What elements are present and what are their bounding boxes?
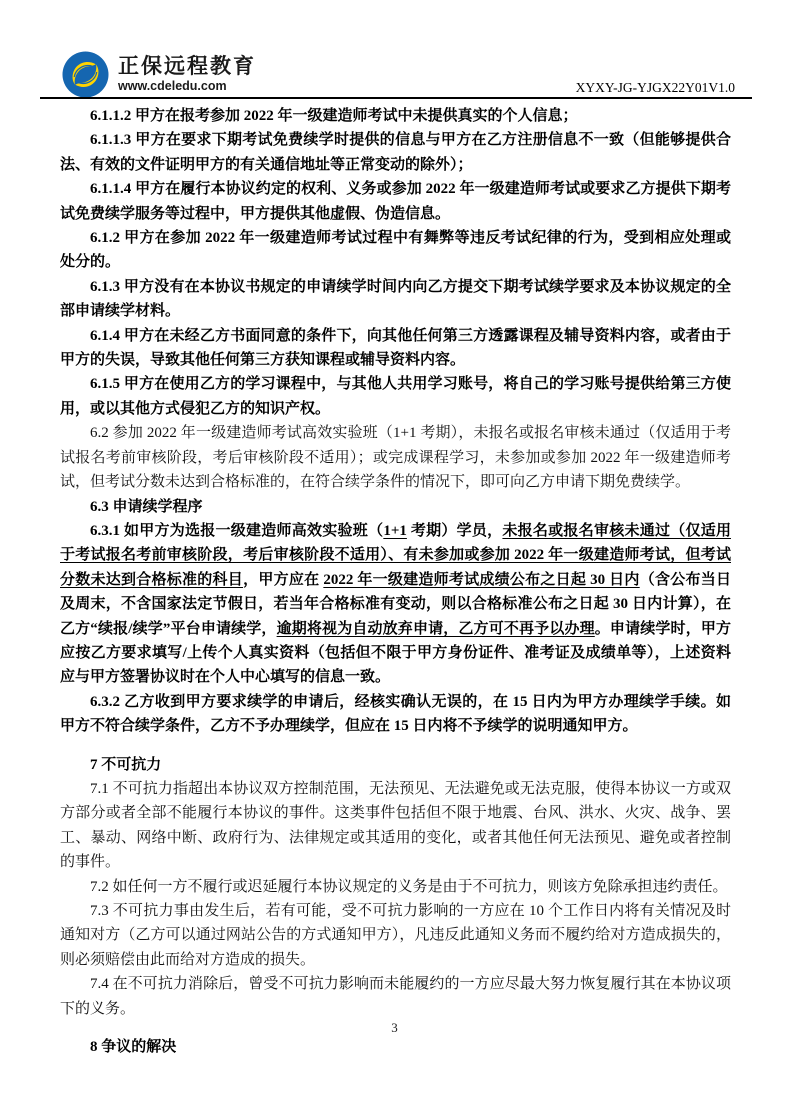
clause-6-1-2 xyxy=(60,226,731,275)
text-run: 6.3 申请续学程序 xyxy=(90,498,203,515)
clause-6-1-1-3 xyxy=(60,128,731,177)
clause-6-1-1-4 xyxy=(60,177,731,226)
document-body xyxy=(60,104,731,1059)
header-divider xyxy=(40,97,752,99)
underlined-text: 未报名或报名审核未通过（仅适用于考试报名考前审核阶段，考后审核阶段不适用）、有未参加或参加 2022 年一级建造师考试，但考试分数未达到合格标准的科目 xyxy=(60,522,731,588)
clause-6-1-5 xyxy=(60,372,731,421)
text-run: 7.3 不可抗力事由发生后，若有可能，受不可抗力影响的一方应在 10 个工作日内将有关情况及时通知对方（乙方可以通过网站公告的方式通知甲方），凡违反此通知义务而不履约给对方造成损失的，则必须赔偿由此而给对方造成的损失。 xyxy=(60,903,731,968)
heading-7 xyxy=(60,753,731,777)
clause-6-2 xyxy=(60,421,731,494)
text-run: 6.1.1.2 甲方在报考参加 2022 年一级建造师考试中未提供真实的个人信息； xyxy=(90,108,578,124)
text-run: 7.1 不可抗力指超出本协议双方控制范围，无法预见、无法避免或无法克服，使得本协议一方或双方部分或者全部不能履行本协议的事件。这类事件包括但不限于地震、台风、洪水、火灾、战争、罢工、暴动、网络中断、政府行为、法律规定或其适用的变化，或者其他任何无法预见、避免或者控制的事件。 xyxy=(60,780,731,871)
heading-6-3 xyxy=(60,495,731,519)
text-run: 6.3.2 乙方收到甲方要求续学的申请后，经核实确认无误的，在 15 日内为甲方办理续学手续。如甲方不符合续学条件，乙方不予办理续学，但应在 15 日内将不予续学的说明通知甲方。 xyxy=(60,693,731,735)
clause-7-2 xyxy=(60,875,731,899)
clause-6-3-1 xyxy=(60,519,731,690)
page-header xyxy=(0,0,789,98)
document-code: XYXY-JG-YJGX22Y01V1.0 xyxy=(575,80,735,95)
brand-url: www.cdeledu.com xyxy=(118,78,227,93)
brand-text xyxy=(118,56,256,93)
underlined-text: 2022 年一级建造师考试成绩公布之日起 30 日内 xyxy=(323,571,640,588)
underlined-text: 1+1 xyxy=(383,522,407,539)
text-run: 考期）学员， xyxy=(406,522,503,539)
text-run: 7 不可抗力 xyxy=(90,756,162,773)
company-logo-icon xyxy=(62,51,109,98)
text-run: （含公布当日及周末，不含国家法定节假日，若当年合格标准有变动，则以合格标准公布之日起 30 日内计算），在乙方“续报/续学”平台申请续学， xyxy=(60,571,731,637)
clause-6-1-4 xyxy=(60,324,731,373)
text-run: 6.1.5 甲方在使用乙方的学习课程中，与其他人共用学习账号，将自己的学习账号提供给第三方使用，或以其他方式侵犯乙方的知识产权。 xyxy=(60,376,731,417)
text-run: 。申请续学时，甲方应按乙方要求填写/上传个人真实资料（包括但不限于甲方身份证件、准考证及成绩单等），上述资料应与甲方签署协议时在个人中心填写的信息一致。 xyxy=(60,620,731,686)
heading-8 xyxy=(60,1035,731,1059)
page-number: 3 xyxy=(391,1020,398,1035)
text-run: 7.4 在不可抗力消除后，曾受不可抗力影响而未能履约的一方应尽最大努力恢复履行其在本协议项下的义务。 xyxy=(60,976,731,1017)
text-run: 6.1.4 甲方在未经乙方书面同意的条件下，向其他任何第三方透露课程及辅导资料内容，或者由于甲方的失误，导致其他任何第三方获知课程或辅导资料内容。 xyxy=(60,327,731,369)
clause-7-1 xyxy=(60,777,731,875)
clause-6-3-2 xyxy=(60,690,731,739)
brand-name: 正保远程教育 xyxy=(118,54,256,78)
clause-6-1-1-2 xyxy=(60,104,731,128)
brand-block xyxy=(62,51,256,98)
clause-7-4 xyxy=(60,972,731,1021)
text-run: 6.1.2 甲方在参加 2022 年一级建造师考试过程中有舞弊等违反考试纪律的行为，受到相应处理或处分的。 xyxy=(60,230,731,271)
text-run: 6.1.1.3 甲方在要求下期考试免费续学时提供的信息与甲方在乙方注册信息不一致（但能够提供合法、有效的文件证明甲方的有关通信地址等正常变动的除外）； xyxy=(60,132,731,173)
text-run: 6.1.1.4 甲方在履行本协议约定的权利、义务或参加 2022 年一级建造师考试或要求乙方提供下期考试免费续学服务等过程中，甲方提供其他虚假、伪造信息。 xyxy=(60,181,731,222)
text-run: 6.3.1 如甲方为选报一级建造师高效实验班（ xyxy=(90,522,384,539)
clause-7-3 xyxy=(60,899,731,972)
text-run: 6.2 参加 2022 年一级建造师考试高效实验班（1+1 考期），未报名或报名审核未通过（仅适用于考试报名考前审核阶段，考后审核阶段不适用）；或完成课程学习，未参加或参加 2022 年一级建造师考试，但考试分数未达到合格标准的，在符合续学条件的情况下，即可向乙方申请下期免费续学。 xyxy=(60,425,731,491)
text-run: 6.1.3 甲方没有在本协议书规定的申请续学时间内向乙方提交下期考试续学要求及本协议规定的全部申请续学材料。 xyxy=(60,278,731,320)
text-run: ，甲方应在 xyxy=(243,571,324,588)
underlined-text: 逾期将视为自动放弃申请，乙方可不再予以办理 xyxy=(276,620,595,637)
clause-6-1-3 xyxy=(60,275,731,324)
text-run: 7.2 如任何一方不履行或迟延履行本协议规定的义务是由于不可抗力，则该方免除承担违约责任。 xyxy=(90,878,728,895)
text-run: 8 争议的解决 xyxy=(90,1039,177,1056)
